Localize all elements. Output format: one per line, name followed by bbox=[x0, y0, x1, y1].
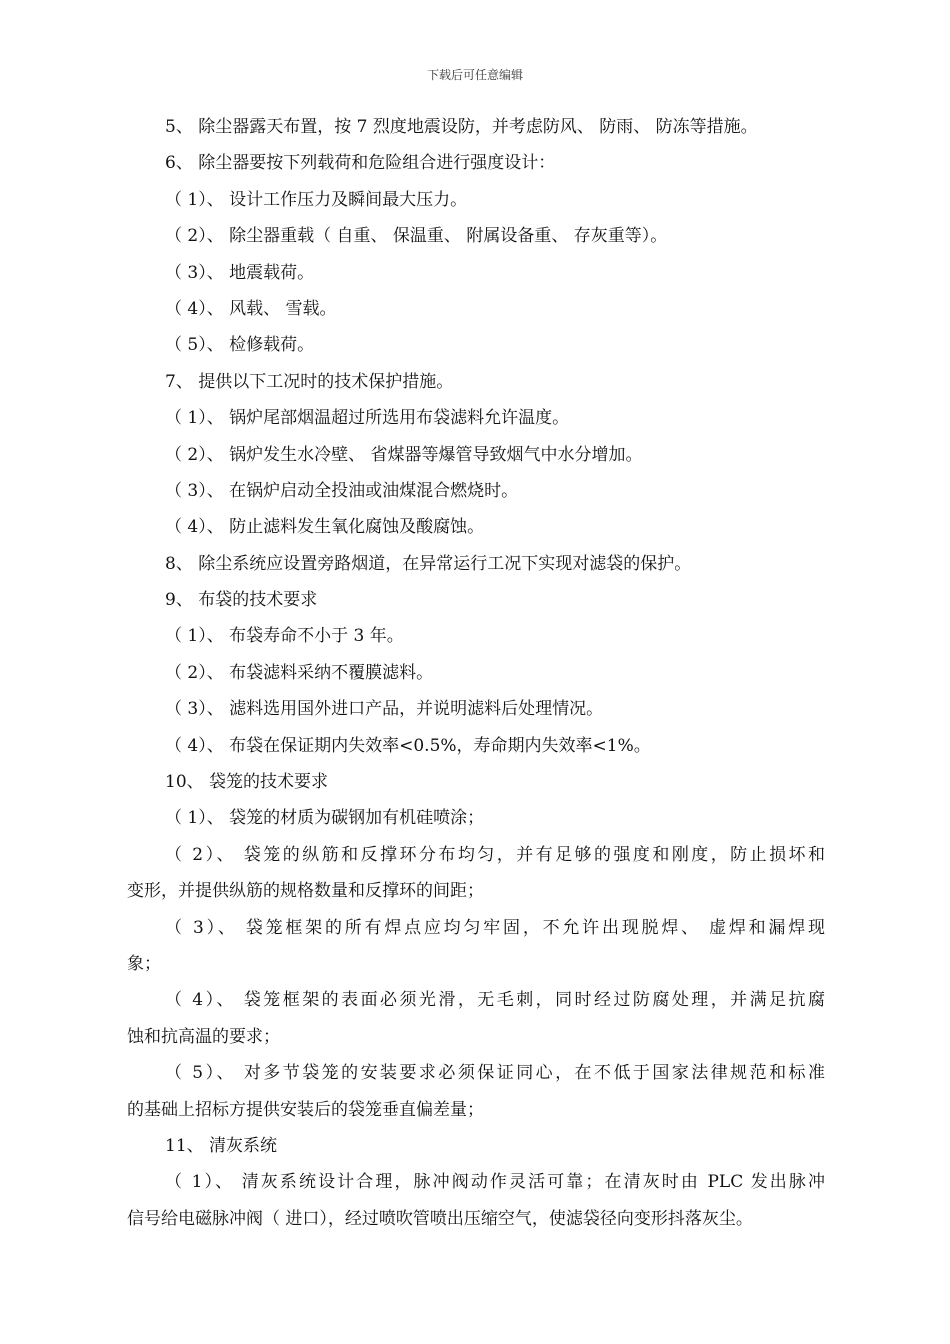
document-body bbox=[127, 112, 825, 1240]
text-line: 8、 除尘系统应设置旁路烟道，在异常运行工况下实现对滤袋的保护。 bbox=[165, 553, 692, 574]
text-line: 11、 清灰系统 bbox=[165, 1135, 278, 1156]
text-line: （ 3）、 在锅炉启动全投油或油煤混合燃烧时。 bbox=[165, 480, 519, 501]
text-line: （ 4）、 袋笼框架的表面必须光滑，无毛刺，同时经过防腐处理，并满足抗腐 bbox=[165, 990, 825, 1011]
text-line: 9、 布袋的技术要求 bbox=[165, 590, 318, 611]
text-line: （ 1）、 锅炉尾部烟温超过所选用布袋滤料允许温度。 bbox=[165, 408, 570, 429]
text-line: 的基础上招标方提供安装后的袋笼垂直偏差量； bbox=[127, 1099, 484, 1120]
text-line: （ 5）、 检修载荷。 bbox=[165, 335, 315, 356]
text-line: （ 3）、 滤料选用国外进口产品，并说明滤料后处理情况。 bbox=[165, 699, 604, 720]
text-line: （ 1）、 设计工作压力及瞬间最大压力。 bbox=[165, 189, 468, 210]
text-line: 7、 提供以下工况时的技术保护措施。 bbox=[165, 371, 454, 392]
text-line: （ 2）、 锅炉发生水冷壁、 省煤器等爆管导致烟气中水分增加。 bbox=[165, 444, 643, 465]
text-line: （ 3）、 袋笼框架的所有焊点应均匀牢固，不允许出现脱焊、 虚焊和漏焊现 bbox=[165, 917, 825, 938]
text-line: （ 1）、 袋笼的材质为碳钢加有机硅喷涂； bbox=[165, 808, 485, 829]
text-line: （ 2）、 袋笼的纵筋和反撑环分布均匀，并有足够的强度和刚度，防止损坏和 bbox=[165, 844, 825, 865]
text-line: （ 1）、 布袋寿命不小于 3 年。 bbox=[165, 626, 404, 647]
text-line: 信号给电磁脉冲阀（ 进口），经过喷吹管喷出压缩空气，使滤袋径向变形抖落灰尘。 bbox=[127, 1208, 753, 1229]
text-line: 象； bbox=[127, 953, 161, 974]
text-line: 变形，并提供纵筋的规格数量和反撑环的间距； bbox=[127, 881, 484, 902]
text-line: （ 2）、 除尘器重载（ 自重、 保温重、 附属设备重、 存灰重等）。 bbox=[165, 226, 668, 247]
text-line: 10、 袋笼的技术要求 bbox=[165, 772, 329, 793]
text-line: （ 4）、 防止滤料发生氧化腐蚀及酸腐蚀。 bbox=[165, 517, 485, 538]
text-line: （ 5）、 对多节袋笼的安装要求必须保证同心，在不低于国家法律规范和标准 bbox=[165, 1063, 825, 1084]
page-header: 下载后可任意编辑 bbox=[426, 68, 523, 82]
text-line: 5、 除尘器露天布置，按 7 烈度地震设防，并考虑防风、 防雨、 防冻等措施。 bbox=[165, 117, 758, 137]
text-line: 6、 除尘器要按下列载荷和危险组合进行强度设计： bbox=[165, 153, 556, 174]
text-line: 蚀和抗高温的要求； bbox=[127, 1026, 280, 1047]
text-line: （ 3）、 地震载荷。 bbox=[165, 262, 315, 283]
text-line: （ 4）、 布袋在保证期内失效率<0.5%，寿命期内失效率<1%。 bbox=[165, 735, 651, 756]
text-line: （ 1）、 清灰系统设计合理，脉冲阀动作灵活可靠；在清灰时由 PLC 发出脉冲 bbox=[165, 1172, 825, 1193]
text-line: （ 4）、 风载、 雪载。 bbox=[165, 298, 337, 319]
text-line: （ 2）、 布袋滤料采纳不覆膜滤料。 bbox=[165, 662, 434, 683]
